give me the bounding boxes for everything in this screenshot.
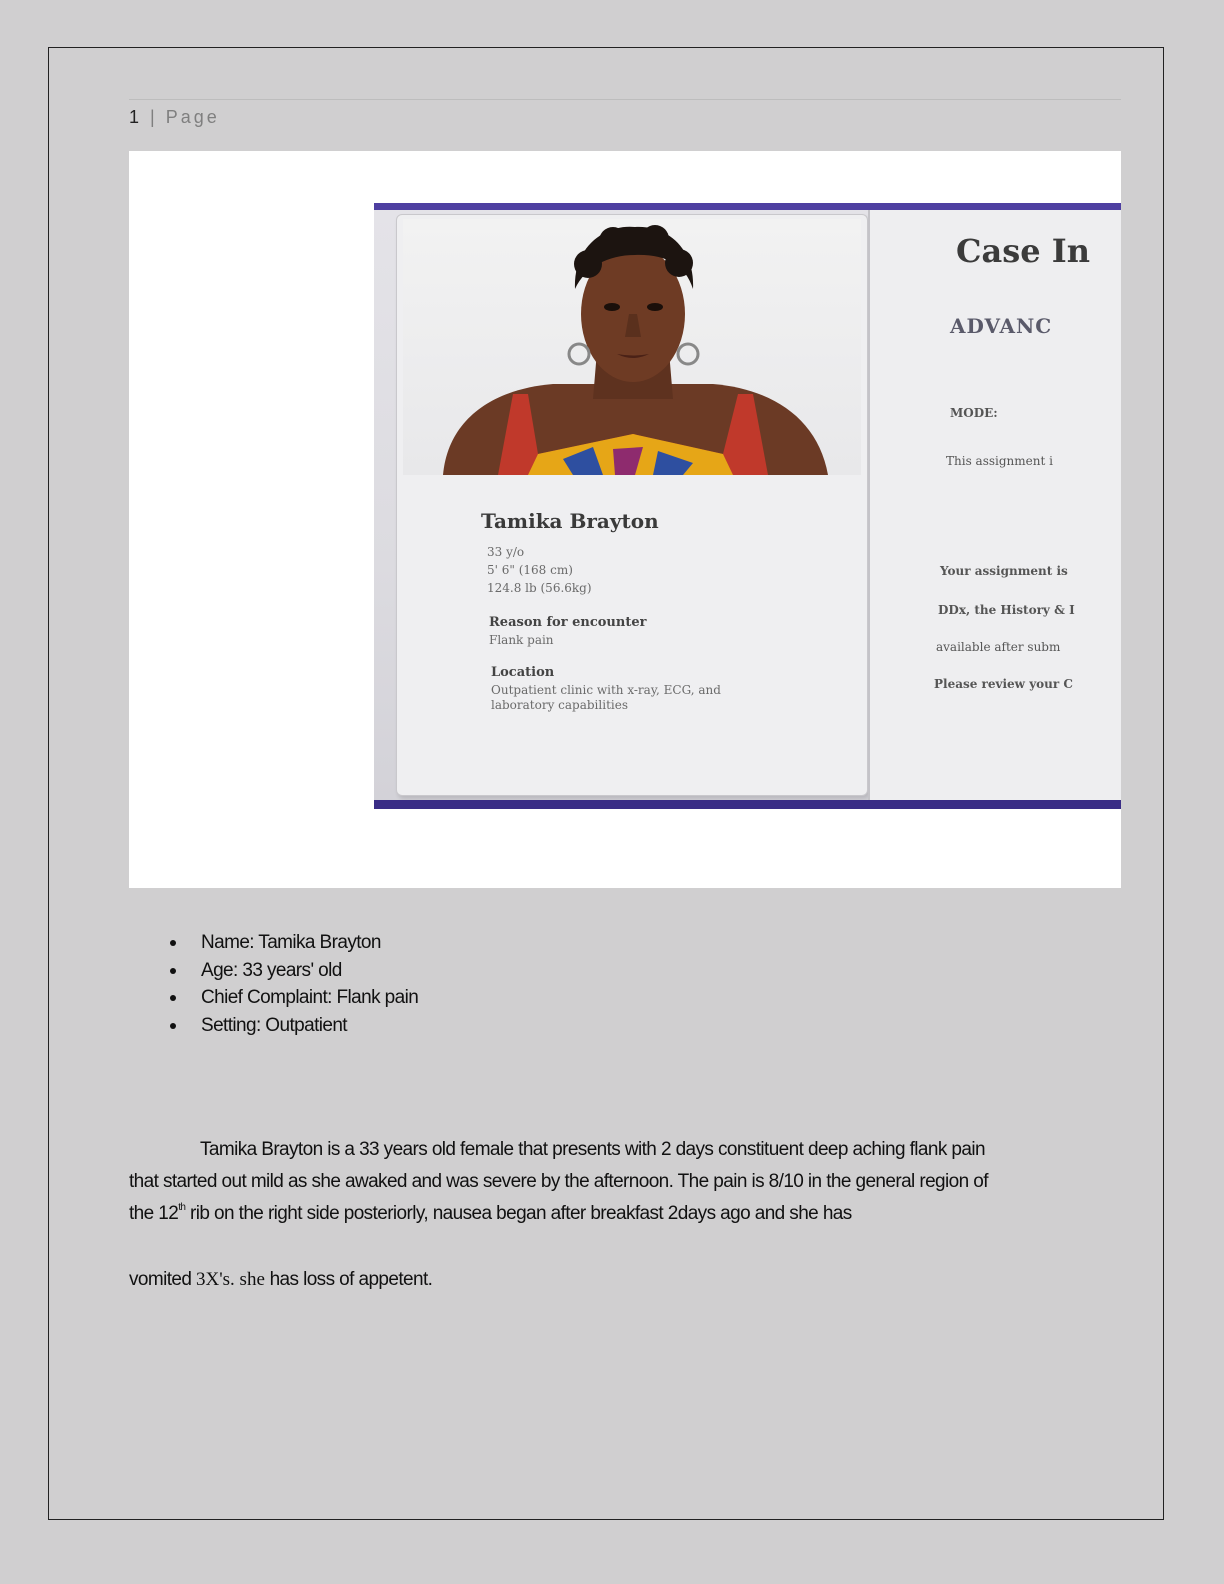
page-number xyxy=(129,107,220,128)
case-photo xyxy=(374,203,1121,809)
case-info-title: Case In xyxy=(956,232,1090,270)
card-reason-heading: Reason for encounter xyxy=(489,615,647,630)
list-item: Setting: Outpatient xyxy=(162,1012,418,1040)
case-ddx-line: DDx, the History & I xyxy=(938,603,1075,617)
card-reason-value: Flank pain xyxy=(489,633,554,647)
card-patient-age: 33 y/o xyxy=(487,545,525,559)
card-patient-name: Tamika Brayton xyxy=(481,509,659,533)
case-available-line: available after subm xyxy=(936,640,1061,654)
card-patient-height: 5' 6" (168 cm) xyxy=(487,563,573,577)
list-item: Name: Tamika Brayton xyxy=(162,929,418,957)
narrative-line-1: Tamika Brayton is a 33 years old female that presents with 2 days constituent deep aching flank pain xyxy=(200,1139,985,1160)
list-item: Age: 33 years' old xyxy=(162,957,418,985)
narrative-line-4-serif: 3X's. she xyxy=(196,1269,265,1290)
header-rule xyxy=(129,99,1121,100)
case-narrative xyxy=(129,1134,1109,1290)
card-location-line2: laboratory capabilities xyxy=(491,698,628,712)
card-location-line1: Outpatient clinic with x-ray, ECG, and xyxy=(491,683,721,697)
page-label: Page xyxy=(165,107,220,127)
page-number-separator: | xyxy=(150,107,158,127)
page-number-value: 1 xyxy=(129,107,143,127)
case-assignment-line: This assignment i xyxy=(946,454,1053,468)
narrative-line-2: that started out mild as she awaked and was severe by the afternoon. The pain is 8/10 in the general region of xyxy=(129,1171,988,1192)
list-item: Chief Complaint: Flank pain xyxy=(162,984,418,1012)
narrative-line-3-post: rib on the right side posteriorly, nausea began after breakfast 2days ago and she has xyxy=(185,1203,852,1224)
narrative-line-3-sup: th xyxy=(178,1201,186,1213)
narrative-line-3 xyxy=(129,1198,1109,1230)
narrative-line-4-pre: vomited xyxy=(129,1269,197,1290)
narrative-line-4-post: has loss of appetent. xyxy=(264,1269,433,1290)
case-info-subtitle: ADVANC xyxy=(950,314,1053,338)
case-your-assignment: Your assignment is xyxy=(940,564,1068,578)
card-patient-weight: 124.8 lb (56.6kg) xyxy=(487,581,592,595)
case-info-card xyxy=(868,210,1121,800)
narrative-line-4 xyxy=(129,1264,432,1296)
narrative-line-3-pre: the 12 xyxy=(129,1203,179,1224)
case-review-line: Please review your C xyxy=(934,677,1073,691)
patient-card xyxy=(396,214,868,796)
case-mode-label: MODE: xyxy=(950,406,998,420)
patient-portrait-illustration xyxy=(403,219,861,475)
card-location-heading: Location xyxy=(491,665,555,680)
patient-portrait xyxy=(403,219,861,475)
patient-facts-list xyxy=(162,929,418,1039)
case-photo-figure xyxy=(129,151,1121,888)
